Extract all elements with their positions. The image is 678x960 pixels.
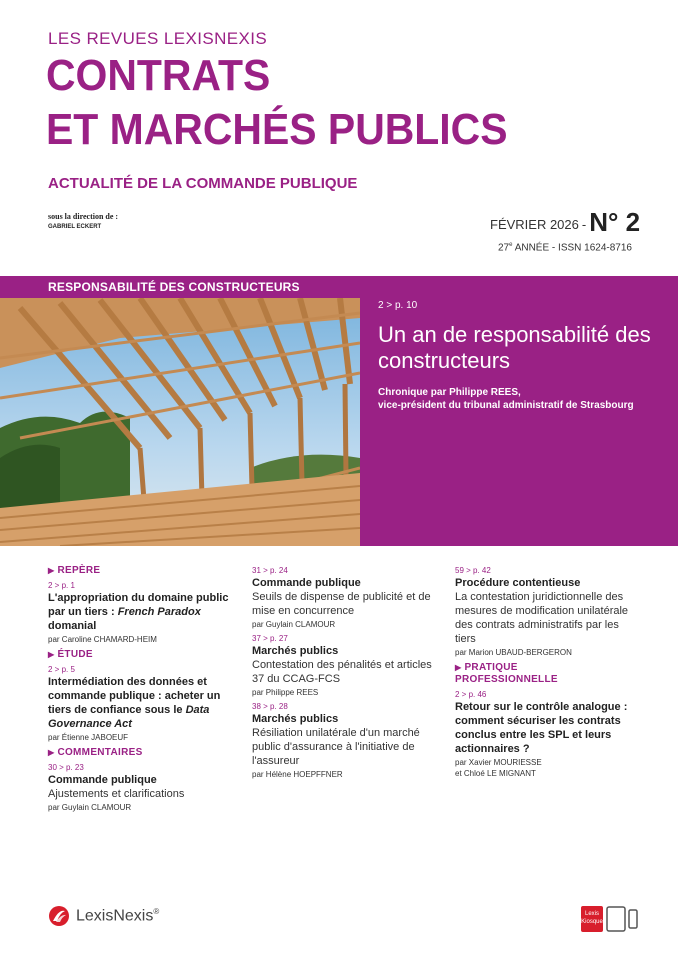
toc-ref: 30 > p. 23 bbox=[48, 763, 84, 772]
journal-subtitle: ACTUALITÉ DE LA COMMANDE PUBLIQUE bbox=[48, 175, 358, 192]
toc-title[interactable]: Marchés publics bbox=[252, 713, 339, 725]
feature-section-bar bbox=[0, 276, 360, 298]
toc-text: Ajustements et clarifications bbox=[48, 788, 185, 800]
toc-ref: 59 > p. 42 bbox=[455, 566, 491, 575]
toc-author: par Étienne JABOEUF bbox=[48, 733, 129, 742]
toc-ref: 37 > p. 27 bbox=[252, 634, 288, 643]
toc-ref: 2 > p. 5 bbox=[48, 665, 75, 674]
triangle-bullet-icon: ▶ bbox=[48, 650, 55, 659]
toc-author: par Marion UBAUD-BERGERON bbox=[455, 648, 572, 657]
publisher-name: LexisNexis® bbox=[76, 906, 160, 925]
toc-text: Seuils de dispense de publicité et de mise en concurrence bbox=[252, 591, 431, 617]
triangle-bullet-icon: ▶ bbox=[48, 566, 55, 575]
toc-column-2 bbox=[252, 562, 432, 784]
journal-title-line1: CONTRATS bbox=[46, 51, 271, 100]
toc-ref: 38 > p. 28 bbox=[252, 702, 288, 711]
tablet-icon bbox=[606, 906, 626, 932]
publisher-logo bbox=[48, 905, 159, 927]
direction-label: sous la direction de : bbox=[48, 212, 119, 221]
toc-title[interactable]: Commande publique bbox=[48, 774, 157, 786]
toc-title[interactable]: L'appropriation du domaine public par un tiers : French Paradox domanial bbox=[48, 592, 229, 632]
feature-title: Un an de responsabilité des constructeurs bbox=[378, 322, 651, 373]
toc-text: Résiliation unilatérale d'un marché public d'assurance à l'initiative de l'assureur bbox=[252, 727, 420, 767]
issue-block bbox=[490, 205, 640, 235]
triangle-bullet-icon: ▶ bbox=[455, 663, 462, 672]
issue-year: 27e ANNÉE - ISSN 1624-8716 bbox=[498, 242, 632, 254]
toc-author: par Xavier MOURIESSE et Chloé LE MIGNANT bbox=[455, 758, 542, 778]
toc-column-3 bbox=[455, 562, 635, 783]
triangle-bullet-icon: ▶ bbox=[48, 748, 55, 757]
feature-author: Chronique par Philippe REES, vice-président du tribunal administratif de Strasbourg bbox=[378, 387, 634, 411]
lexisnexis-logo-icon bbox=[48, 905, 70, 927]
roof-frame-photo bbox=[0, 298, 360, 546]
section-label-repere: ▶ REPÈRE bbox=[48, 565, 101, 576]
toc-title[interactable]: Marchés publics bbox=[252, 645, 339, 657]
toc-title[interactable]: Commande publique bbox=[252, 577, 361, 589]
toc-author: par Guylain CLAMOUR bbox=[48, 803, 132, 812]
toc-title[interactable]: Intermédiation des données et commande publique : acheter un tiers de confiance sous le Data Governance Act bbox=[48, 676, 221, 730]
phone-icon bbox=[628, 909, 638, 929]
lexis-kiosque-icon: Lexis Kiosque bbox=[581, 906, 603, 932]
toc-column-1 bbox=[48, 565, 238, 817]
toc-text: Contestation des pénalités et articles 37 du CCAG-FCS bbox=[252, 659, 432, 685]
toc-author: par Hélène HOEPFFNER bbox=[252, 770, 343, 779]
toc-title[interactable]: Retour sur le contrôle analogue : comment sécuriser les contrats conclus entre les SPL et leurs actionnaires ? bbox=[455, 701, 628, 755]
issue-date: FÉVRIER 2026 bbox=[490, 217, 579, 232]
toc-author: par Philippe REES bbox=[252, 688, 319, 697]
toc-author: par Caroline CHAMARD-HEIM bbox=[48, 635, 157, 644]
toc-title[interactable]: Procédure contentieuse bbox=[455, 577, 581, 589]
issue-number: N° 2 bbox=[589, 207, 641, 237]
direction-name: GABRIEL ECKERT bbox=[48, 224, 102, 230]
toc-author: par Guylain CLAMOUR bbox=[252, 620, 336, 629]
section-label-pratique: ▶ PRATIQUE PROFESSIONNELLE bbox=[455, 662, 558, 685]
toc-text: La contestation juridictionnelle des mesures de modification unilatérale des contrats administratifs par les tiers bbox=[455, 591, 629, 645]
toc-ref: 2 > p. 1 bbox=[48, 581, 75, 590]
section-label-etude: ▶ ÉTUDE bbox=[48, 649, 93, 660]
digital-access-icons bbox=[581, 906, 638, 932]
feature-page-ref: 2 > p. 10 bbox=[378, 300, 418, 311]
section-label-commentaires: ▶ COMMENTAIRES bbox=[48, 747, 143, 758]
feature-section-label: RESPONSABILITÉ DES CONSTRUCTEURS bbox=[48, 280, 300, 294]
series-name: LES REVUES LEXISNEXIS bbox=[48, 29, 268, 48]
toc-ref: 2 > p. 46 bbox=[455, 690, 487, 699]
issue-separator: - bbox=[581, 217, 587, 232]
toc-ref: 31 > p. 24 bbox=[252, 566, 288, 575]
journal-title-line2: ET MARCHÉS PUBLICS bbox=[46, 105, 508, 154]
